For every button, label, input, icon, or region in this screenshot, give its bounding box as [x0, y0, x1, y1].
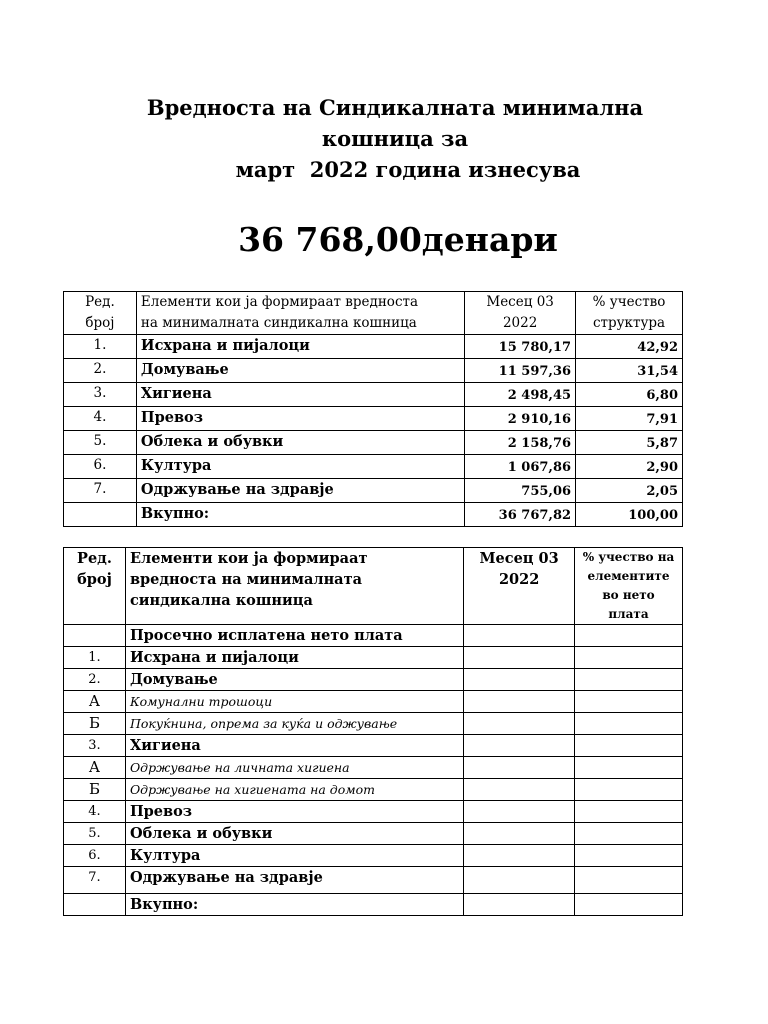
cell-name: Одржување на личната хигиена: [125, 757, 463, 779]
cell-value: 2 910,16: [465, 407, 576, 431]
page-heading: [0, 92, 768, 185]
cell-value: [464, 823, 575, 845]
cell-share: [575, 845, 683, 867]
heading-line-1: Вредноста на Синдикалната минимална: [146, 95, 644, 120]
table-total-row: [64, 894, 683, 916]
table-row: [64, 757, 683, 779]
total-amount: 36 768,00денари: [238, 220, 558, 259]
cell-value: [464, 669, 575, 691]
basket-value-table: [63, 291, 683, 527]
heading-line-3: март 2022 година изнесува: [235, 157, 581, 182]
header-name: Елементи кои ја формираат вредноста на минималната синдикална кошница: [136, 292, 464, 335]
cell-share: 6,80: [576, 383, 683, 407]
header-month: Месец 03 2022: [464, 548, 575, 625]
cell-num: 5.: [64, 431, 137, 455]
cell-num: Б: [64, 779, 126, 801]
cell-share: [575, 823, 683, 845]
cell-name: Облека и обувки: [125, 823, 463, 845]
table-row: [64, 713, 683, 735]
table-total-row: [64, 503, 683, 527]
cell-total-share: [575, 894, 683, 916]
cell-share: 2,05: [576, 479, 683, 503]
cell-name: Домување: [125, 669, 463, 691]
table-row: [64, 383, 683, 407]
cell-num: 5.: [64, 823, 126, 845]
header-month: Месец 03 2022: [465, 292, 576, 335]
cell-num: [64, 894, 126, 916]
cell-value: [464, 757, 575, 779]
cell-num: 1.: [64, 335, 137, 359]
cell-share: [575, 625, 683, 647]
cell-total-label: Вкупно:: [125, 894, 463, 916]
cell-share: [575, 735, 683, 757]
table-row: [64, 669, 683, 691]
cell-value: 15 780,17: [465, 335, 576, 359]
cell-num: [64, 625, 126, 647]
cell-num: А: [64, 691, 126, 713]
cell-num: 7.: [64, 479, 137, 503]
cell-total-value: 36 767,82: [465, 503, 576, 527]
cell-num: 6.: [64, 845, 126, 867]
table-row: [64, 823, 683, 845]
cell-value: [464, 801, 575, 823]
table-row: [64, 455, 683, 479]
cell-name: Култура: [125, 845, 463, 867]
cell-num: 3.: [64, 735, 126, 757]
cell-value: [464, 691, 575, 713]
cell-value: [464, 779, 575, 801]
cell-share: 31,54: [576, 359, 683, 383]
cell-value: 755,06: [465, 479, 576, 503]
cell-value: [464, 845, 575, 867]
cell-num: 7.: [64, 867, 126, 894]
cell-num: [64, 503, 137, 527]
cell-share: [575, 647, 683, 669]
cell-name: Исхрана и пијалоци: [125, 647, 463, 669]
cell-total-share: 100,00: [576, 503, 683, 527]
table-header-row: [64, 548, 683, 625]
cell-num: 2.: [64, 669, 126, 691]
cell-value: 2 498,45: [465, 383, 576, 407]
cell-share: [575, 713, 683, 735]
table-row: [64, 867, 683, 894]
header-num: Ред. број: [64, 548, 126, 625]
cell-num: 3.: [64, 383, 137, 407]
cell-num: 4.: [64, 801, 126, 823]
header-share: % учество структура: [576, 292, 683, 335]
cell-value: 11 597,36: [465, 359, 576, 383]
heading-line-2: кошница за: [321, 126, 469, 151]
cell-value: [464, 713, 575, 735]
cell-name: Облека и обувки: [136, 431, 464, 455]
table-row: [64, 845, 683, 867]
cell-name: Исхрана и пијалоци: [136, 335, 464, 359]
table-header-row: [64, 292, 683, 335]
cell-total-value: [464, 894, 575, 916]
cell-name: Хигиена: [136, 383, 464, 407]
table-row: [64, 479, 683, 503]
cell-name: Превоз: [136, 407, 464, 431]
table-row: [64, 779, 683, 801]
cell-name: Покуќнина, опрема за куќа и оджување: [125, 713, 463, 735]
cell-share: [575, 757, 683, 779]
cell-name: Просечно исплатена нето плата: [125, 625, 463, 647]
cell-share: [575, 867, 683, 894]
table-row: [64, 359, 683, 383]
cell-name: Комунални трошоци: [125, 691, 463, 713]
cell-share: 5,87: [576, 431, 683, 455]
cell-num: 4.: [64, 407, 137, 431]
cell-share: [575, 801, 683, 823]
header-name: Елементи кои ја формираат вредноста на минималната синдикална кошница: [125, 548, 463, 625]
cell-name: Превоз: [125, 801, 463, 823]
cell-name: Домување: [136, 359, 464, 383]
cell-value: [464, 647, 575, 669]
cell-num: А: [64, 757, 126, 779]
table-row: [64, 735, 683, 757]
table-row: [64, 647, 683, 669]
cell-num: 2.: [64, 359, 137, 383]
cell-num: 6.: [64, 455, 137, 479]
cell-value: 2 158,76: [465, 431, 576, 455]
header-share: % учество на елементите во нето плата: [575, 548, 683, 625]
cell-name: Култура: [136, 455, 464, 479]
cell-value: [464, 867, 575, 894]
cell-share: 7,91: [576, 407, 683, 431]
cell-share: [575, 669, 683, 691]
cell-name: Одржување на здравје: [136, 479, 464, 503]
cell-name: Хигиена: [125, 735, 463, 757]
table-row: [64, 801, 683, 823]
cell-share: [575, 779, 683, 801]
table-row: [64, 431, 683, 455]
net-wage-share-table: [63, 547, 683, 916]
table-row: [64, 691, 683, 713]
cell-share: [575, 691, 683, 713]
header-num: Ред. број: [64, 292, 137, 335]
cell-total-label: Вкупно:: [136, 503, 464, 527]
cell-value: [464, 625, 575, 647]
cell-name: Одржување на здравје: [125, 867, 463, 894]
cell-num: 1.: [64, 647, 126, 669]
table-row: [64, 335, 683, 359]
table-row: [64, 625, 683, 647]
cell-share: 42,92: [576, 335, 683, 359]
cell-name: Одржување на хигиената на домот: [125, 779, 463, 801]
table-row: [64, 407, 683, 431]
cell-value: 1 067,86: [465, 455, 576, 479]
cell-num: Б: [64, 713, 126, 735]
cell-share: 2,90: [576, 455, 683, 479]
cell-value: [464, 735, 575, 757]
